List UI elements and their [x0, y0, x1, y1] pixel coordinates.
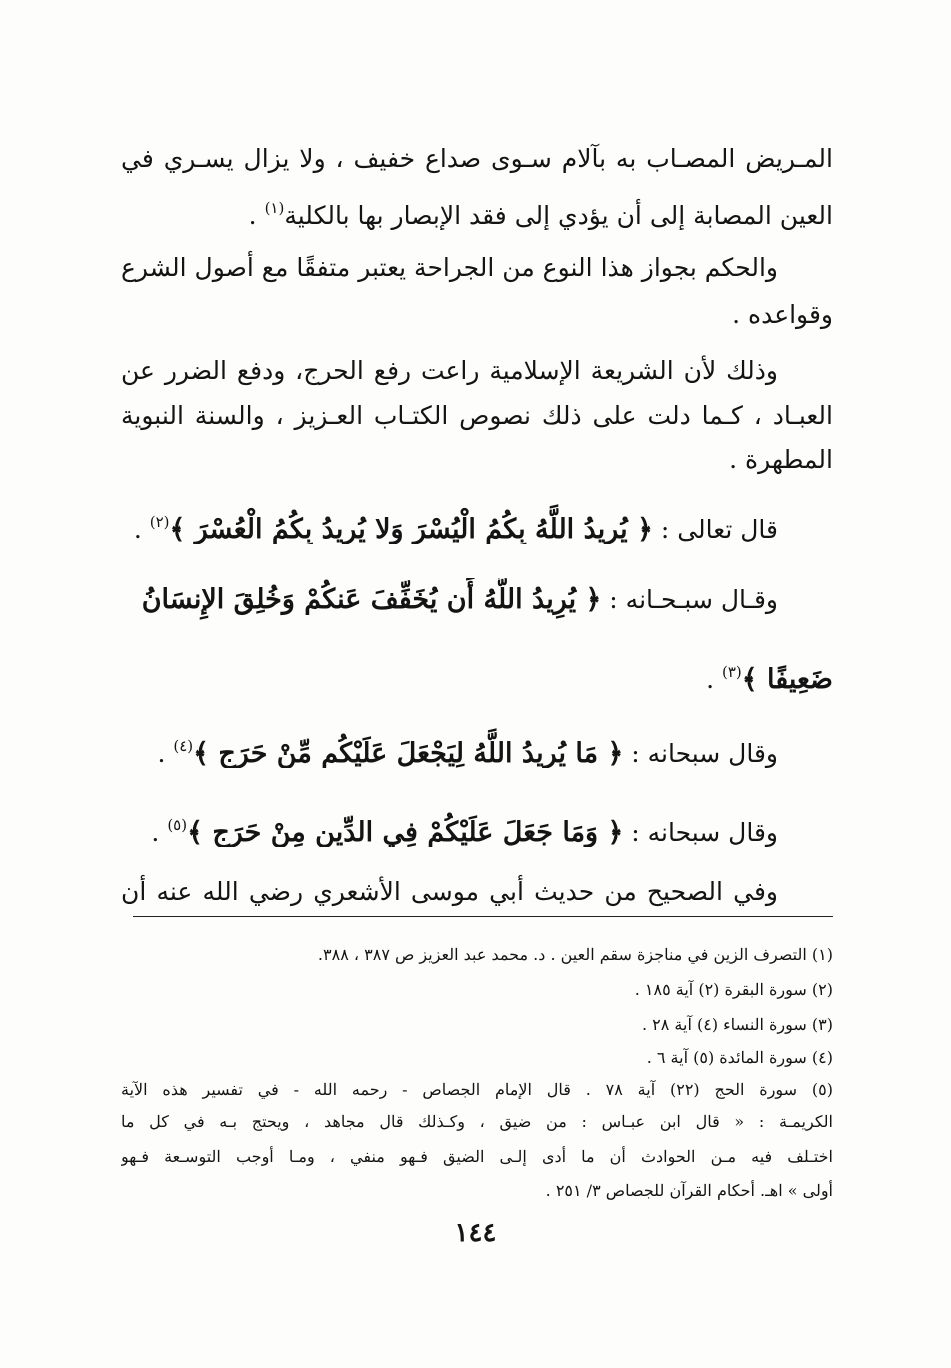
quote-line	[121, 650, 833, 694]
footnote-ref: (٢)	[149, 513, 170, 531]
body-line	[121, 186, 833, 230]
footnote: (٤) سورة المائدة (٥) آية ٦ .	[646, 1048, 833, 1067]
punctuation: .	[133, 515, 150, 544]
footnote-ref: (٥)	[167, 816, 188, 834]
body-line: العبـاد ، كـما دلت على ذلك نصوص الكتـاب العـزيز ، والسنة النبوية	[121, 401, 833, 430]
quote-line	[121, 578, 778, 622]
quran-verse: ﴿ يُرِيدُ اللَّهُ بِكُمُ الْيُسْرَ وَلا يُرِيدُ بِكُمُ الْعُسْرَ ﴾	[169, 514, 653, 544]
quran-verse: ﴿ وَمَا جَعَلَ عَلَيْكُمْ فِي الدِّينِ مِنْ حَرَجٍ ﴾	[187, 817, 624, 847]
footnote: الكريمـة : « قال ابن عبـاس : من ضيق ، وكـذلك قال مجاهد ، ويحتج بـه في كل ما	[121, 1112, 833, 1131]
footnote-ref: (٤)	[173, 737, 194, 755]
quote-line	[121, 724, 778, 768]
body-line: المـريض المصـاب به بآلام سـوى صداع خفيف ، ولا يزال يسـري في	[121, 144, 833, 173]
body-text: العين المصابة إلى أن يؤدي إلى فقد الإبصار بها بالكلية	[284, 201, 833, 230]
page-number: ١٤٤	[454, 1218, 497, 1248]
quote-intro: وقال سبحانه :	[623, 739, 778, 768]
footnote: (١) التصرف الزين في مناجزة سقم العين . د. محمد عبد العزيز ص ٣٨٧ ، ٣٨٨.	[317, 945, 833, 964]
punctuation: .	[151, 818, 168, 847]
quote-intro: وقـال سبـحـانه :	[601, 585, 778, 614]
body-line: وفي الصحيح من حديث أبي موسى الأشعري رضي الله عنه أن	[121, 877, 778, 906]
footnote-separator	[133, 916, 833, 917]
punctuation: .	[706, 665, 722, 694]
body-line: المطهرة .	[729, 445, 833, 474]
footnote: اختـلف فيه مـن الحوادث أن ما أدى إلـى الضيق فـهو منفي ، ومـا أوجب التوسـعة فـهو	[121, 1147, 833, 1166]
footnote: أولى » اهـ. أحكام القرآن للجصاص ٣/ ٢٥١ .	[545, 1181, 833, 1200]
footnote: (٢) سورة البقرة (٢) آية ١٨٥ .	[634, 980, 833, 999]
footnote: (٥) سورة الحج (٢٢) آية ٧٨ . قال الإمام الجصاص - رحمه الله - في تفسير هذه الآية	[121, 1080, 833, 1099]
footnote: (٣) سورة النساء (٤) آية ٢٨ .	[641, 1015, 833, 1034]
quote-line	[121, 803, 778, 847]
punctuation: .	[248, 201, 265, 230]
body-line: وقواعده .	[732, 300, 833, 329]
footnote-ref: (١)	[264, 199, 285, 217]
quran-verse: ﴿ مَا يُرِيدُ اللَّهُ لِيَجْعَلَ عَلَيْكُم مِّنْ حَرَجٍ ﴾	[193, 738, 624, 768]
quote-intro: وقال سبحانه :	[623, 818, 778, 847]
body-line: وذلك لأن الشريعة الإسلامية راعت رفع الحرج، ودفع الضرر عن	[121, 356, 778, 385]
quran-verse: ضَعِيفًا ﴾	[741, 664, 833, 694]
body-line: والحكم بجواز هذا النوع من الجراحة يعتبر متفقًا مع أصول الشرع	[121, 253, 778, 282]
punctuation: .	[157, 739, 174, 768]
quran-verse: ﴿ يُرِيدُ اللَّهُ أَن يُخَفِّفَ عَنكُمْ وَخُلِقَ الإِنسَانُ	[141, 584, 602, 615]
quote-line	[121, 500, 778, 544]
quote-intro: قال تعالى :	[652, 515, 778, 544]
footnote-ref: (٣)	[722, 663, 742, 681]
